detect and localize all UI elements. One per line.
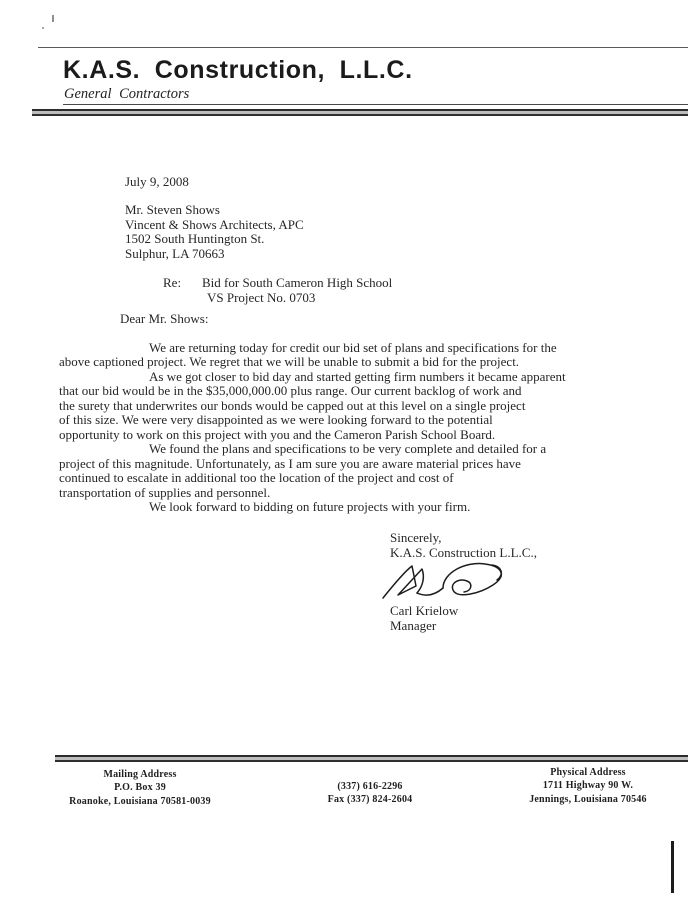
body-line: project of this magnitude. Unfortunately, as I am sure you are aware material prices have [59, 455, 521, 471]
scan-artifact-vertical-line [671, 841, 674, 893]
body-line: As we got closer to bid day and started getting firm numbers it became apparent [149, 368, 566, 384]
footer-phone-block [270, 780, 470, 807]
re-label: Re: [163, 275, 182, 290]
physical-address-street: 1711 Highway 90 W. [542, 780, 634, 792]
body-line: We are returning today for credit our bid set of plans and specifications for the [149, 340, 557, 355]
recipient-address-block [125, 203, 304, 261]
tagline-underline-rule [63, 104, 688, 105]
salutation: Dear Mr. Shows: [120, 311, 209, 326]
body-line: the surety that underwrites our bonds would be capped out at this level on a single project [59, 397, 526, 413]
signatory-block [390, 603, 458, 633]
signatory-name: Carl Krielow [390, 603, 459, 618]
re-subject-line: Bid for South Cameron High School [202, 275, 393, 290]
letterhead-tagline: General Contractors [64, 86, 190, 102]
mailing-address-po-box: P.O. Box 39 [114, 782, 166, 794]
signatory-title: Manager [390, 618, 437, 634]
scan-artifact-tick [52, 15, 54, 22]
recipient-street: 1502 South Huntington St. [125, 231, 265, 247]
body-line: opportunity to work on this project with you and the Cameron Parish School Board. [59, 426, 496, 442]
recipient-company: Vincent & Shows Architects, APC [125, 216, 304, 232]
body-line: that our bid would be in the $35,000,000.00 plus range. Our current backlog of work and [59, 383, 522, 399]
scan-artifact-dot [42, 27, 44, 29]
closing-company: K.A.S. Construction L.L.C., [390, 545, 537, 560]
mailing-address-heading: Mailing Address [103, 769, 177, 780]
recipient-city-state-zip: Sulphur, LA 70663 [125, 245, 225, 261]
footer-double-rule [55, 755, 688, 762]
re-project-number: VS Project No. 0703 [207, 289, 316, 305]
letter-body [59, 341, 566, 514]
recipient-name: Mr. Steven Shows [125, 202, 220, 217]
body-line: of this size. We were very disappointed as we were looking forward to the potential [59, 412, 493, 428]
signature-scribble [379, 553, 514, 605]
footer-mailing-address [40, 768, 240, 808]
header-top-rule [38, 47, 688, 48]
body-line: transportation of supplies and personnel. [59, 484, 271, 500]
fax-number: Fax (337) 824-2604 [327, 794, 413, 806]
header-double-rule [32, 109, 688, 116]
closing-sincerely: Sincerely, [390, 530, 442, 545]
mailing-address-city: Roanoke, Louisiana 70581-0039 [69, 795, 211, 807]
phone-number: (337) 616-2296 [337, 781, 403, 792]
physical-address-city: Jennings, Louisiana 70546 [529, 793, 647, 805]
physical-address-heading: Physical Address [550, 767, 626, 778]
body-line: We look forward to bidding on future projects with your firm. [149, 498, 471, 514]
body-line: continued to escalate in additional too the location of the project and cost of [59, 470, 454, 486]
footer-physical-address [488, 766, 688, 806]
letter-date: July 9, 2008 [125, 174, 189, 189]
letterhead-company-name: K.A.S. Construction, L.L.C. [63, 56, 413, 84]
re-subject-block [202, 276, 392, 305]
body-line: above captioned project. We regret that we will be unable to submit a bid for the project. [59, 354, 520, 370]
body-line: We found the plans and specifications to be very complete and detailed for a [149, 441, 547, 457]
